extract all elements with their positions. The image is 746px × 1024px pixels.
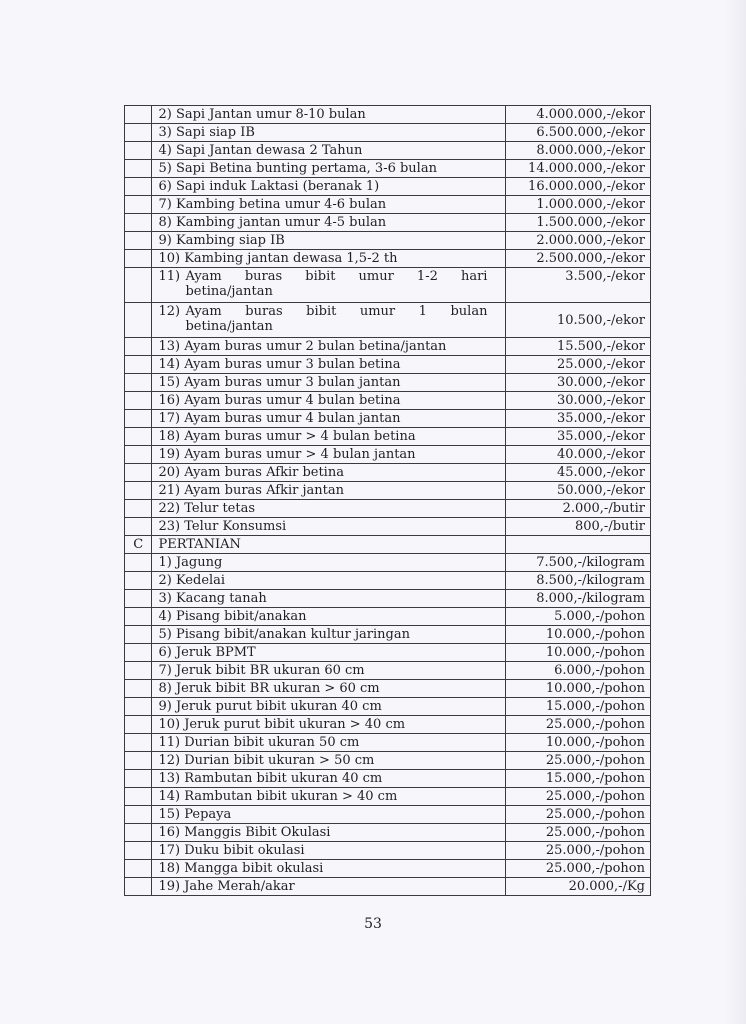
- row-item-cell: 18) Mangga bibit okulasi: [152, 860, 505, 878]
- row-price-cell: 25.000,-/pohon: [505, 842, 651, 860]
- row-price-cell: 10.000,-/pohon: [505, 680, 651, 698]
- page-number: 53: [364, 916, 382, 932]
- table-row: [125, 860, 651, 878]
- section-row: [125, 536, 651, 554]
- row-section-cell: [125, 356, 152, 374]
- row-item-cell: 22) Telur tetas: [152, 500, 505, 518]
- row-section-cell: [125, 250, 152, 268]
- row-section-cell: [125, 662, 152, 680]
- row-price-cell: 25.000,-/pohon: [505, 860, 651, 878]
- item-text-line-1: Ayam buras bibit umur 1 bulan: [185, 304, 488, 319]
- table-row: [125, 303, 651, 338]
- row-section-cell: [125, 160, 152, 178]
- section-title: PERTANIAN: [152, 536, 505, 554]
- row-section-cell: [125, 842, 152, 860]
- row-price-cell: 45.000,-/ekor: [505, 464, 651, 482]
- row-price-cell: 10.500,-/ekor: [505, 303, 651, 338]
- row-price-cell: 6.500.000,-/ekor: [505, 124, 651, 142]
- row-section-cell: [125, 232, 152, 250]
- row-section-cell: [125, 770, 152, 788]
- row-item-cell: 23) Telur Konsumsi: [152, 518, 505, 536]
- row-section-cell: [125, 644, 152, 662]
- item-number: 12): [158, 304, 181, 319]
- row-price-cell: 25.000,-/pohon: [505, 788, 651, 806]
- row-section-cell: [125, 554, 152, 572]
- row-section-cell: [125, 626, 152, 644]
- row-item-cell: 19) Ayam buras umur > 4 bulan jantan: [152, 446, 505, 464]
- row-section-cell: [125, 572, 152, 590]
- item-text: [185, 304, 487, 334]
- table-row: [125, 842, 651, 860]
- livestock-rows-a: [125, 106, 651, 268]
- row-price-cell: 25.000,-/pohon: [505, 716, 651, 734]
- row-price-cell: 2.000.000,-/ekor: [505, 232, 651, 250]
- row-price-cell: 1.500.000,-/ekor: [505, 214, 651, 232]
- row-item-cell: 21) Ayam buras Afkir jantan: [152, 482, 505, 500]
- table-row: [125, 268, 651, 303]
- row-section-cell: [125, 178, 152, 196]
- item-text: [185, 269, 487, 299]
- row-price-cell: 1.000.000,-/ekor: [505, 196, 651, 214]
- row-section-cell: [125, 106, 152, 124]
- table-row: [125, 770, 651, 788]
- row-price-cell: 25.000,-/pohon: [505, 824, 651, 842]
- row-price-cell: 25.000,-/pohon: [505, 806, 651, 824]
- row-item-cell: [152, 268, 505, 303]
- row-item-cell: 19) Jahe Merah/akar: [152, 878, 505, 896]
- row-item-cell: 9) Jeruk purut bibit ukuran 40 cm: [152, 698, 505, 716]
- row-price-cell: 25.000,-/pohon: [505, 752, 651, 770]
- price-table: [124, 105, 651, 896]
- row-price-cell: 7.500,-/kilogram: [505, 554, 651, 572]
- row-item-cell: 15) Pepaya: [152, 806, 505, 824]
- row-item-cell: 14) Ayam buras umur 3 bulan betina: [152, 356, 505, 374]
- row-item-cell: 3) Sapi siap IB: [152, 124, 505, 142]
- page-edge-shadow: [724, 0, 746, 1024]
- agriculture-rows: [125, 554, 651, 896]
- row-price-cell: 35.000,-/ekor: [505, 428, 651, 446]
- table-row: [125, 500, 651, 518]
- table-row: [125, 356, 651, 374]
- section-c-header: [125, 536, 651, 554]
- item-text-line-2: betina/jantan: [185, 319, 273, 334]
- livestock-rows-wrapped: [125, 268, 651, 338]
- row-item-cell: 10) Kambing jantan dewasa 1,5-2 th: [152, 250, 505, 268]
- table-row: [125, 680, 651, 698]
- row-price-cell: 8.000.000,-/ekor: [505, 142, 651, 160]
- row-price-cell: 5.000,-/pohon: [505, 608, 651, 626]
- row-price-cell: 3.500,-/ekor: [505, 268, 651, 303]
- row-price-cell: 10.000,-/pohon: [505, 644, 651, 662]
- row-item-cell: 1) Jagung: [152, 554, 505, 572]
- row-section-cell: [125, 860, 152, 878]
- item-text-line-1: Ayam buras bibit umur 1-2 hari: [185, 269, 488, 284]
- row-item-cell: 8) Jeruk bibit BR ukuran > 60 cm: [152, 680, 505, 698]
- table-row: [125, 572, 651, 590]
- row-price-cell: 25.000,-/ekor: [505, 356, 651, 374]
- row-price-cell: 30.000,-/ekor: [505, 392, 651, 410]
- row-item-cell: 16) Manggis Bibit Okulasi: [152, 824, 505, 842]
- row-price-cell: 10.000,-/pohon: [505, 626, 651, 644]
- table-row: [125, 824, 651, 842]
- row-item-cell: 6) Sapi induk Laktasi (beranak 1): [152, 178, 505, 196]
- table-row: [125, 338, 651, 356]
- table-row: [125, 142, 651, 160]
- row-section-cell: [125, 268, 152, 303]
- table-row: [125, 160, 651, 178]
- row-item-cell: 4) Pisang bibit/anakan: [152, 608, 505, 626]
- row-section-cell: [125, 196, 152, 214]
- table-row: [125, 374, 651, 392]
- row-section-cell: [125, 500, 152, 518]
- row-section-cell: [125, 716, 152, 734]
- row-section-cell: [125, 878, 152, 896]
- row-section-cell: [125, 806, 152, 824]
- table-row: [125, 124, 651, 142]
- table-row: [125, 644, 651, 662]
- row-price-cell: 16.000.000,-/ekor: [505, 178, 651, 196]
- row-section-cell: [125, 734, 152, 752]
- row-price-cell: 10.000,-/pohon: [505, 734, 651, 752]
- livestock-rows-b: [125, 338, 651, 536]
- row-item-cell: 17) Ayam buras umur 4 bulan jantan: [152, 410, 505, 428]
- row-section-cell: [125, 482, 152, 500]
- row-item-cell: 2) Kedelai: [152, 572, 505, 590]
- table-row: [125, 178, 651, 196]
- row-section-cell: [125, 428, 152, 446]
- row-item-cell: [152, 303, 505, 338]
- row-price-cell: 15.000,-/pohon: [505, 770, 651, 788]
- table-row: [125, 196, 651, 214]
- row-price-cell: 35.000,-/ekor: [505, 410, 651, 428]
- row-price-cell: 4.000.000,-/ekor: [505, 106, 651, 124]
- price-table-container: [124, 105, 651, 896]
- table-row: [125, 446, 651, 464]
- row-item-cell: 16) Ayam buras umur 4 bulan betina: [152, 392, 505, 410]
- table-row: [125, 464, 651, 482]
- table-row: [125, 518, 651, 536]
- table-row: [125, 106, 651, 124]
- row-item-cell: 11) Durian bibit ukuran 50 cm: [152, 734, 505, 752]
- row-item-cell: 14) Rambutan bibit ukuran > 40 cm: [152, 788, 505, 806]
- row-price-cell: 20.000,-/Kg: [505, 878, 651, 896]
- row-item-cell: 4) Sapi Jantan dewasa 2 Tahun: [152, 142, 505, 160]
- row-section-cell: [125, 338, 152, 356]
- row-item-cell: 15) Ayam buras umur 3 bulan jantan: [152, 374, 505, 392]
- section-letter: C: [125, 536, 152, 554]
- row-price-cell: 30.000,-/ekor: [505, 374, 651, 392]
- row-item-cell: 8) Kambing jantan umur 4-5 bulan: [152, 214, 505, 232]
- row-price-cell: 800,-/butir: [505, 518, 651, 536]
- table-row: [125, 626, 651, 644]
- row-section-cell: [125, 124, 152, 142]
- table-row: [125, 428, 651, 446]
- section-price-cell: [505, 536, 651, 554]
- table-row: [125, 806, 651, 824]
- row-price-cell: 6.000,-/pohon: [505, 662, 651, 680]
- row-section-cell: [125, 590, 152, 608]
- row-item-cell: 20) Ayam buras Afkir betina: [152, 464, 505, 482]
- table-row: [125, 752, 651, 770]
- row-section-cell: [125, 518, 152, 536]
- row-item-cell: 12) Durian bibit ukuran > 50 cm: [152, 752, 505, 770]
- row-section-cell: [125, 464, 152, 482]
- row-section-cell: [125, 410, 152, 428]
- item-number: 11): [158, 269, 181, 284]
- row-item-cell: 2) Sapi Jantan umur 8-10 bulan: [152, 106, 505, 124]
- row-item-cell: 7) Jeruk bibit BR ukuran 60 cm: [152, 662, 505, 680]
- table-row: [125, 214, 651, 232]
- row-section-cell: [125, 680, 152, 698]
- row-price-cell: 8.000,-/kilogram: [505, 590, 651, 608]
- table-row: [125, 250, 651, 268]
- row-item-cell: 9) Kambing siap IB: [152, 232, 505, 250]
- row-item-cell: 13) Ayam buras umur 2 bulan betina/jantan: [152, 338, 505, 356]
- row-item-cell: 7) Kambing betina umur 4-6 bulan: [152, 196, 505, 214]
- table-row: [125, 878, 651, 896]
- row-item-cell: 17) Duku bibit okulasi: [152, 842, 505, 860]
- table-row: [125, 232, 651, 250]
- row-price-cell: 2.500.000,-/ekor: [505, 250, 651, 268]
- table-row: [125, 662, 651, 680]
- row-item-cell: 5) Sapi Betina bunting pertama, 3-6 bulan: [152, 160, 505, 178]
- row-item-cell: 10) Jeruk purut bibit ukuran > 40 cm: [152, 716, 505, 734]
- table-row: [125, 608, 651, 626]
- table-row: [125, 698, 651, 716]
- row-section-cell: [125, 788, 152, 806]
- row-section-cell: [125, 303, 152, 338]
- table-row: [125, 410, 651, 428]
- row-price-cell: 15.000,-/pohon: [505, 698, 651, 716]
- row-price-cell: 8.500,-/kilogram: [505, 572, 651, 590]
- table-row: [125, 554, 651, 572]
- row-price-cell: 50.000,-/ekor: [505, 482, 651, 500]
- row-section-cell: [125, 214, 152, 232]
- table-row: [125, 788, 651, 806]
- row-section-cell: [125, 824, 152, 842]
- row-section-cell: [125, 752, 152, 770]
- row-section-cell: [125, 392, 152, 410]
- row-item-cell: 18) Ayam buras umur > 4 bulan betina: [152, 428, 505, 446]
- table-row: [125, 716, 651, 734]
- row-price-cell: 14.000.000,-/ekor: [505, 160, 651, 178]
- row-price-cell: 40.000,-/ekor: [505, 446, 651, 464]
- row-item-cell: 13) Rambutan bibit ukuran 40 cm: [152, 770, 505, 788]
- row-item-cell: 5) Pisang bibit/anakan kultur jaringan: [152, 626, 505, 644]
- table-row: [125, 482, 651, 500]
- item-text-line-2: betina/jantan: [185, 284, 273, 299]
- row-section-cell: [125, 374, 152, 392]
- table-row: [125, 734, 651, 752]
- row-section-cell: [125, 698, 152, 716]
- row-price-cell: 2.000,-/butir: [505, 500, 651, 518]
- row-item-cell: 6) Jeruk BPMT: [152, 644, 505, 662]
- row-item-cell: 3) Kacang tanah: [152, 590, 505, 608]
- row-section-cell: [125, 142, 152, 160]
- table-row: [125, 590, 651, 608]
- row-section-cell: [125, 446, 152, 464]
- table-row: [125, 392, 651, 410]
- row-section-cell: [125, 608, 152, 626]
- row-price-cell: 15.500,-/ekor: [505, 338, 651, 356]
